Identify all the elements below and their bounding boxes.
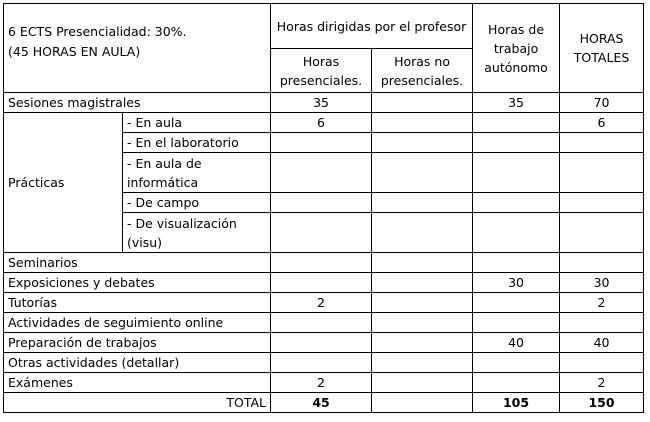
cell-totales: 30 [560,273,644,293]
table-row [4,253,644,273]
cell-autonomo [473,113,560,133]
header-horas-totales: HORAS TOTALES [560,4,644,93]
row-label: Sesiones magistrales [4,93,271,113]
row-label-practicas: Prácticas [4,113,123,253]
table-row [4,313,644,333]
cell-totales [560,253,644,273]
table-row [4,113,644,133]
cell-totales [560,193,644,213]
cell-autonomo [473,193,560,213]
ects-hours-table [3,3,644,413]
cell-totales [560,353,644,373]
cell-no-presenciales [372,93,473,113]
row-sublabel: - De campo [123,193,271,213]
header-horas-autonomo: Horas de trabajo autónomo [473,4,560,93]
cell-no-presenciales [372,153,473,193]
cell-no-presenciales [372,373,473,393]
header-description [4,4,271,93]
total-autonomo: 105 [473,393,560,413]
row-label: Preparación de trabajos [4,333,271,353]
row-label: Tutorías [4,293,271,313]
cell-no-presenciales [372,293,473,313]
row-label: Exámenes [4,373,271,393]
header-horas-presenciales: Horas presenciales. [271,49,372,93]
table-row [4,353,644,373]
cell-autonomo: 30 [473,273,560,293]
cell-no-presenciales [372,353,473,373]
cell-no-presenciales [372,273,473,293]
cell-totales [560,133,644,153]
row-label: Seminarios [4,253,271,273]
cell-presenciales [271,133,372,153]
cell-presenciales [271,333,372,353]
cell-no-presenciales [372,133,473,153]
total-row [4,393,644,413]
header-horas-no-presenciales: Horas no presenciales. [372,49,473,93]
cell-totales: 2 [560,293,644,313]
total-presenciales: 45 [271,393,372,413]
cell-autonomo [473,133,560,153]
cell-presenciales [271,313,372,333]
cell-presenciales: 2 [271,293,372,313]
cell-presenciales [271,153,372,193]
total-totales: 150 [560,393,644,413]
row-sublabel: - En el laboratorio [123,133,271,153]
cell-autonomo [473,253,560,273]
cell-totales: 2 [560,373,644,393]
cell-totales [560,153,644,193]
table-row [4,293,644,313]
cell-totales: 40 [560,333,644,353]
cell-totales [560,213,644,253]
cell-presenciales: 35 [271,93,372,113]
row-label: Otras actividades (detallar) [4,353,271,373]
cell-autonomo [473,353,560,373]
cell-autonomo [473,313,560,333]
cell-autonomo [473,213,560,253]
header-desc-line2: (45 HORAS EN AULA) [8,44,141,59]
row-label: Actividades de seguimiento online [4,313,271,333]
header-horas-dirigidas: Horas dirigidas por el profesor [271,4,473,49]
cell-no-presenciales [372,213,473,253]
table-row [4,273,644,293]
row-label: Exposiciones y debates [4,273,271,293]
total-label: TOTAL [4,393,271,413]
table-row [4,333,644,353]
table-row [4,373,644,393]
total-no-presenciales [372,393,473,413]
cell-autonomo: 40 [473,333,560,353]
cell-autonomo: 35 [473,93,560,113]
cell-no-presenciales [372,193,473,213]
cell-autonomo [473,373,560,393]
cell-presenciales [271,253,372,273]
header-desc-line1: 6 ECTS Presencialidad: 30%. [8,24,187,39]
cell-presenciales [271,193,372,213]
cell-no-presenciales [372,253,473,273]
cell-presenciales [271,353,372,373]
cell-no-presenciales [372,333,473,353]
cell-presenciales [271,213,372,253]
row-sublabel: - De visualización (visu) [123,213,271,253]
cell-no-presenciales [372,113,473,133]
cell-totales: 6 [560,113,644,133]
cell-no-presenciales [372,313,473,333]
cell-autonomo [473,153,560,193]
row-sublabel: - En aula [123,113,271,133]
row-sublabel: - En aula de informática [123,153,271,193]
table-row [4,93,644,113]
cell-totales: 70 [560,93,644,113]
cell-presenciales: 2 [271,373,372,393]
cell-totales [560,313,644,333]
cell-autonomo [473,293,560,313]
cell-presenciales: 6 [271,113,372,133]
cell-presenciales [271,273,372,293]
